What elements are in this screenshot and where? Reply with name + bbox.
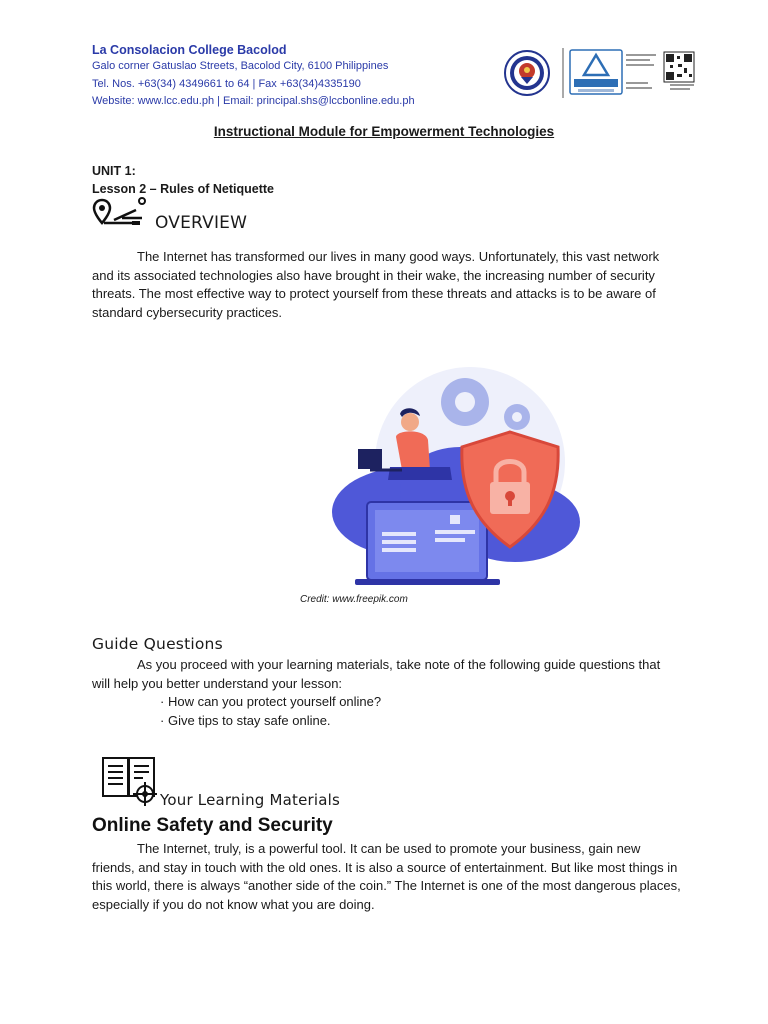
- guide-questions-heading: Guide Questions: [92, 635, 223, 653]
- letterhead: [92, 42, 512, 111]
- module-title: Instructional Module for Empowerment Technologies: [213, 124, 555, 139]
- learning-materials-heading: Your Learning Materials: [160, 791, 341, 809]
- header-logos: [504, 46, 699, 101]
- bullet-icon: ·: [160, 713, 168, 728]
- list-item: · Give tips to stay safe online.: [160, 713, 331, 728]
- list-item: · How can you protect yourself online?: [160, 694, 382, 709]
- bullet-icon: ·: [160, 694, 168, 709]
- route-pin-icon: [92, 196, 150, 230]
- school-web: Website: www.lcc.edu.ph | Email: principal.shs@lccbonline.edu.ph: [92, 95, 415, 107]
- guide-intro-paragraph: As you proceed with your learning materials, take note of the following guide questions that will help you better understand your lesson:: [92, 657, 661, 691]
- cert-text-block: [626, 54, 656, 89]
- school-name: La Consolacion College Bacolod: [92, 43, 287, 57]
- logos-graphic: [504, 46, 699, 101]
- school-phone: Tel. Nos. +63(34) 4349661 to 64 | Fax +63(34)4335190: [92, 77, 361, 90]
- unit-label: UNIT 1:: [92, 164, 136, 178]
- lesson-label: Lesson 2 – Rules of Netiquette: [92, 182, 274, 196]
- topic-title: Online Safety and Security: [92, 815, 333, 836]
- cybersecurity-illustration: [330, 362, 586, 590]
- qr-code-icon: [664, 52, 694, 90]
- topic-paragraph: The Internet, truly, is a powerful tool. It can be used to promote your business, gain new friends, and stay in touch with the old ones. It is also a source of entertainment. But like most things in this world, there is always “another side of the coin.” The Internet is one of the most dangerous places, especially if you do not know what you are doing.: [92, 841, 681, 912]
- certification-badge-icon: [570, 50, 622, 94]
- overview-paragraph: The Internet has transformed our lives in many good ways. Unfortunately, this vast network and its associated technologies also have brought in their wake, the increasing number of security threats. The most effective way to protect yourself from these threats and attacks is to be aware of standard cybersecurity practices.: [92, 249, 660, 320]
- overview-heading: OVERVIEW: [155, 213, 248, 233]
- guide-question-list: [160, 692, 381, 730]
- unit-lesson-block: [92, 162, 274, 198]
- book-target-icon: [101, 756, 161, 808]
- image-credit: Credit: www.freepik.com: [300, 594, 408, 605]
- school-address: Galo corner Gatuslao Streets, Bacolod City, 6100 Philippines: [92, 60, 389, 72]
- school-seal-icon: [505, 51, 549, 95]
